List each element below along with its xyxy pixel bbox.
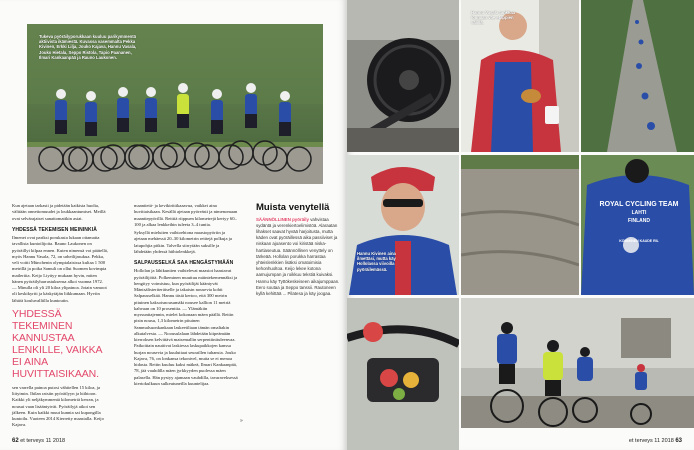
crankset-illustration: [347, 0, 459, 152]
issue-number: 11 2018: [654, 438, 674, 444]
handlebar-photo: [347, 298, 459, 450]
eating-photo: [461, 0, 579, 152]
eating-photo-caption: Hannu Vasala tankkaa lounaan väe etappien välillä.: [471, 10, 515, 26]
portrait-photo: [347, 155, 459, 295]
sidebar-body: vahvistaa sydäntä ja verenkiertoelimistöä. Alaraatan lihakset saavat hyvää harjoitusta, mutta käden ovat pyöräillessä aika passiiviset ja niskaan ajoasento voi kiristää niska-hartiaseutua. Säännöllinen venyttely on tärkeää. Hollolan porukka harrastaa yhteislenkkien lisäksi omatoimisia kehonhuoltoa. Keijo lekee kotona aamujumpan ja roikkuu tekstiä kuivaksi. Hannu käy Tyttökeskeiseen aikajumppaan. Eero soutaa ja Seppo tanssii. Rautoneen kyllä kehittää ... Pilatesa ja käy joogaa.: [256, 216, 340, 296]
paragraph: Hollolan ja lähikuntien vaihtelevat maastot haastavat pyöräilijöitä. Polkeminen muuttuu mäintekemennäksi ja hengityy voimistuu, kun pyöräilijät kääntyvät Mäntsälisteriteräiselle ja takaisin nousevia kohti Salpausselkää. Hannu täsiä kertoo, että 300 metrin pituinen kaksoisnousumäki nousee kallion 11 metriä kahvaan on 10 prosenttia. — Ylämäkiin myrsunttajennin, mielet kokonaan mäen päällä. Reitin pisin nousu, 1,3 kilometrin pituinen Sammalsuonkankaan laskeetiliaan tämän omaltakin alkutalvesta. — Noousulalaan lähdetään kiipeämään kierroksen kelvittävä maisemallin serpentiinituleenvaa. Paikoittain nauttivat laskiessa laskupaikkojen kanssa hurjan nousevia ja kuuluttaat seuraillen tuhansia. Jouko Kajava, 76, on lonkansa tekonivel, mutta se ei menoa hidasta. Reitin kuuluu kaksi mäkeä, Ilmari Kankaanpää, 78, jää vauhdilla mäen jyrkkyyden puolessa mäen palasella. Hän pystyy ajamaan vauhdilla, tavaraveksessä kiertokulkuun sulkeutuneilla kuuntelijaa.: [134, 268, 238, 386]
crankset-photo: [347, 0, 459, 152]
section-heading: YHDESSÄ TEKEMISEN MEININKIÄ: [12, 226, 97, 233]
jersey-team: ROYAL CYCLING TEAM: [599, 201, 679, 208]
sidebar-text: [256, 217, 344, 298]
cyclists-rear-illustration: [461, 298, 694, 428]
left-page: [0, 0, 346, 450]
continue-arrow-icon: »: [240, 418, 243, 424]
road-illustration: [581, 0, 694, 152]
paragraph: Syksyllä mieluiten vaihtoehtona maastopyöriin ja ajetaan mehäessä 20–30 kilometrin reittejä polkuja ja latupohjia pitkin. Talvella siirrytään suksille ja lähdetään yhdessä hiihtolenkkejä.: [134, 230, 232, 254]
jersey-text: [599, 201, 679, 245]
article-column-1: [12, 203, 108, 431]
section-heading: SALPAUSSELKÄ SAA HENGÄSTYMÄÄN: [134, 260, 234, 266]
left-folio: [12, 438, 65, 444]
brand-name: et terveys: [628, 438, 653, 444]
paragraph: sen varrella painoa putosi vähitellen 15 kiloa, ja liityimin. Ihilan ratsiin pyöräilyyn ja hiihtoon. Kaikki yli neljäkymmentä kilometriä kerran, ja nousut vaan lisääntyivät. Pyöräilyjä aikoi sen jälkeen. Kuin kaikki muut kunnia sai kupongilla kuntoilu. Vuoteen 2014 Kierretty maastalla. Keijo Kajava.: [12, 384, 104, 428]
jersey-photo: [581, 155, 694, 295]
pull-quote: YHDESSÄ TEKEMINEN KANNUSTAA LENKILLE, VAIKKA EI AINA HUVITTAISIKAAN.: [12, 307, 102, 380]
group-photo: [27, 24, 323, 184]
handlebar-illustration: [347, 298, 459, 450]
sidebar-title: Muista venytellä: [256, 202, 330, 213]
paragraph: Ilmenet ovat pariksi porukasta lukaan ottamatta tavallisia kuntoilijoita. Rauno Laukonen on pyöräillyt kilpaa ennen. Kuten nimensä voi päätellä, myös Hannu Vasala, 72, on urheilijasukua. Pekka, veli voitti Münchenin olympialaisissa kultaa 1 500 metrillä ja poika Samuli on ollut Suomen kovimpia maileriita. Keijo Liyttyy mukaan hyvin, miten hänen pyöräilyharrastuksensa alkoi vuonna 1972. — Minulla oli yli 20 kiloa ylipainoa. Jotain vamoot oli keskikyrtti ja käskytäjän liikkumaan. Hyviin lähtöä kouluvalliilla kuntoutin.: [12, 235, 108, 303]
brand-name: et terveys: [20, 438, 45, 444]
sidebar-box: [256, 203, 344, 297]
paragraph: Kun ajetaan tarkasti ja pidetään kaikista huolta, välttään onnettomuudet ja loukkaantumiset. Meillä ovat selvärajaiset sanattomattkin asiat.: [12, 203, 106, 221]
cyclists-rear-photo: [461, 298, 694, 428]
jersey-sponsor: KOMMINEN KAUDE RIL: [619, 239, 659, 243]
jersey-city: LAHTI: [631, 210, 647, 216]
article-column-2: [134, 203, 238, 389]
right-folio: [629, 438, 682, 444]
page-number: 63: [675, 438, 682, 444]
portrait-illustration: [347, 155, 459, 295]
right-page: [347, 0, 694, 450]
gravel-photo: [461, 155, 579, 295]
page-number: 62: [12, 438, 19, 444]
issue-number: 11 2018: [45, 438, 66, 444]
paragraph: maantietä- ja kevikirittikaaavua, vaikkei aina huvittaisikaan. Kesällä ajetaan pyöreästi ja nimenomaan maantiepyörillä. Reittiä riippuen kilometrejä kertyy 60–100 ja alkaa lenkkeihin tuleeta 3–4 tuntia.: [134, 203, 238, 227]
portrait-caption: Hannu Kivinen aina ilmettäsi, mutta käy Hollolassa viivoilla pyöräilemässä.: [357, 251, 396, 272]
sidebar-lead: SÄÄNNÖLLINEN pyöräily: [256, 216, 309, 222]
jersey-country: FINLAND: [628, 218, 650, 224]
gravel-illustration: [461, 155, 579, 295]
group-photo-caption: Tukeva pyöräilyporukkaan kuuluu parikymmentä aktiivista ikämiestä. Kuvassa vasemmalta Pekka Kivinen, Erkki Lilja, Jouko Kajava, Hannu Vasala, Jouko Hietala, Seppo Ristola, Tapio Paananen, Ilmari Kankaanpää ja Rauno Laukonen.: [39, 34, 137, 60]
road-photo: [581, 0, 694, 152]
